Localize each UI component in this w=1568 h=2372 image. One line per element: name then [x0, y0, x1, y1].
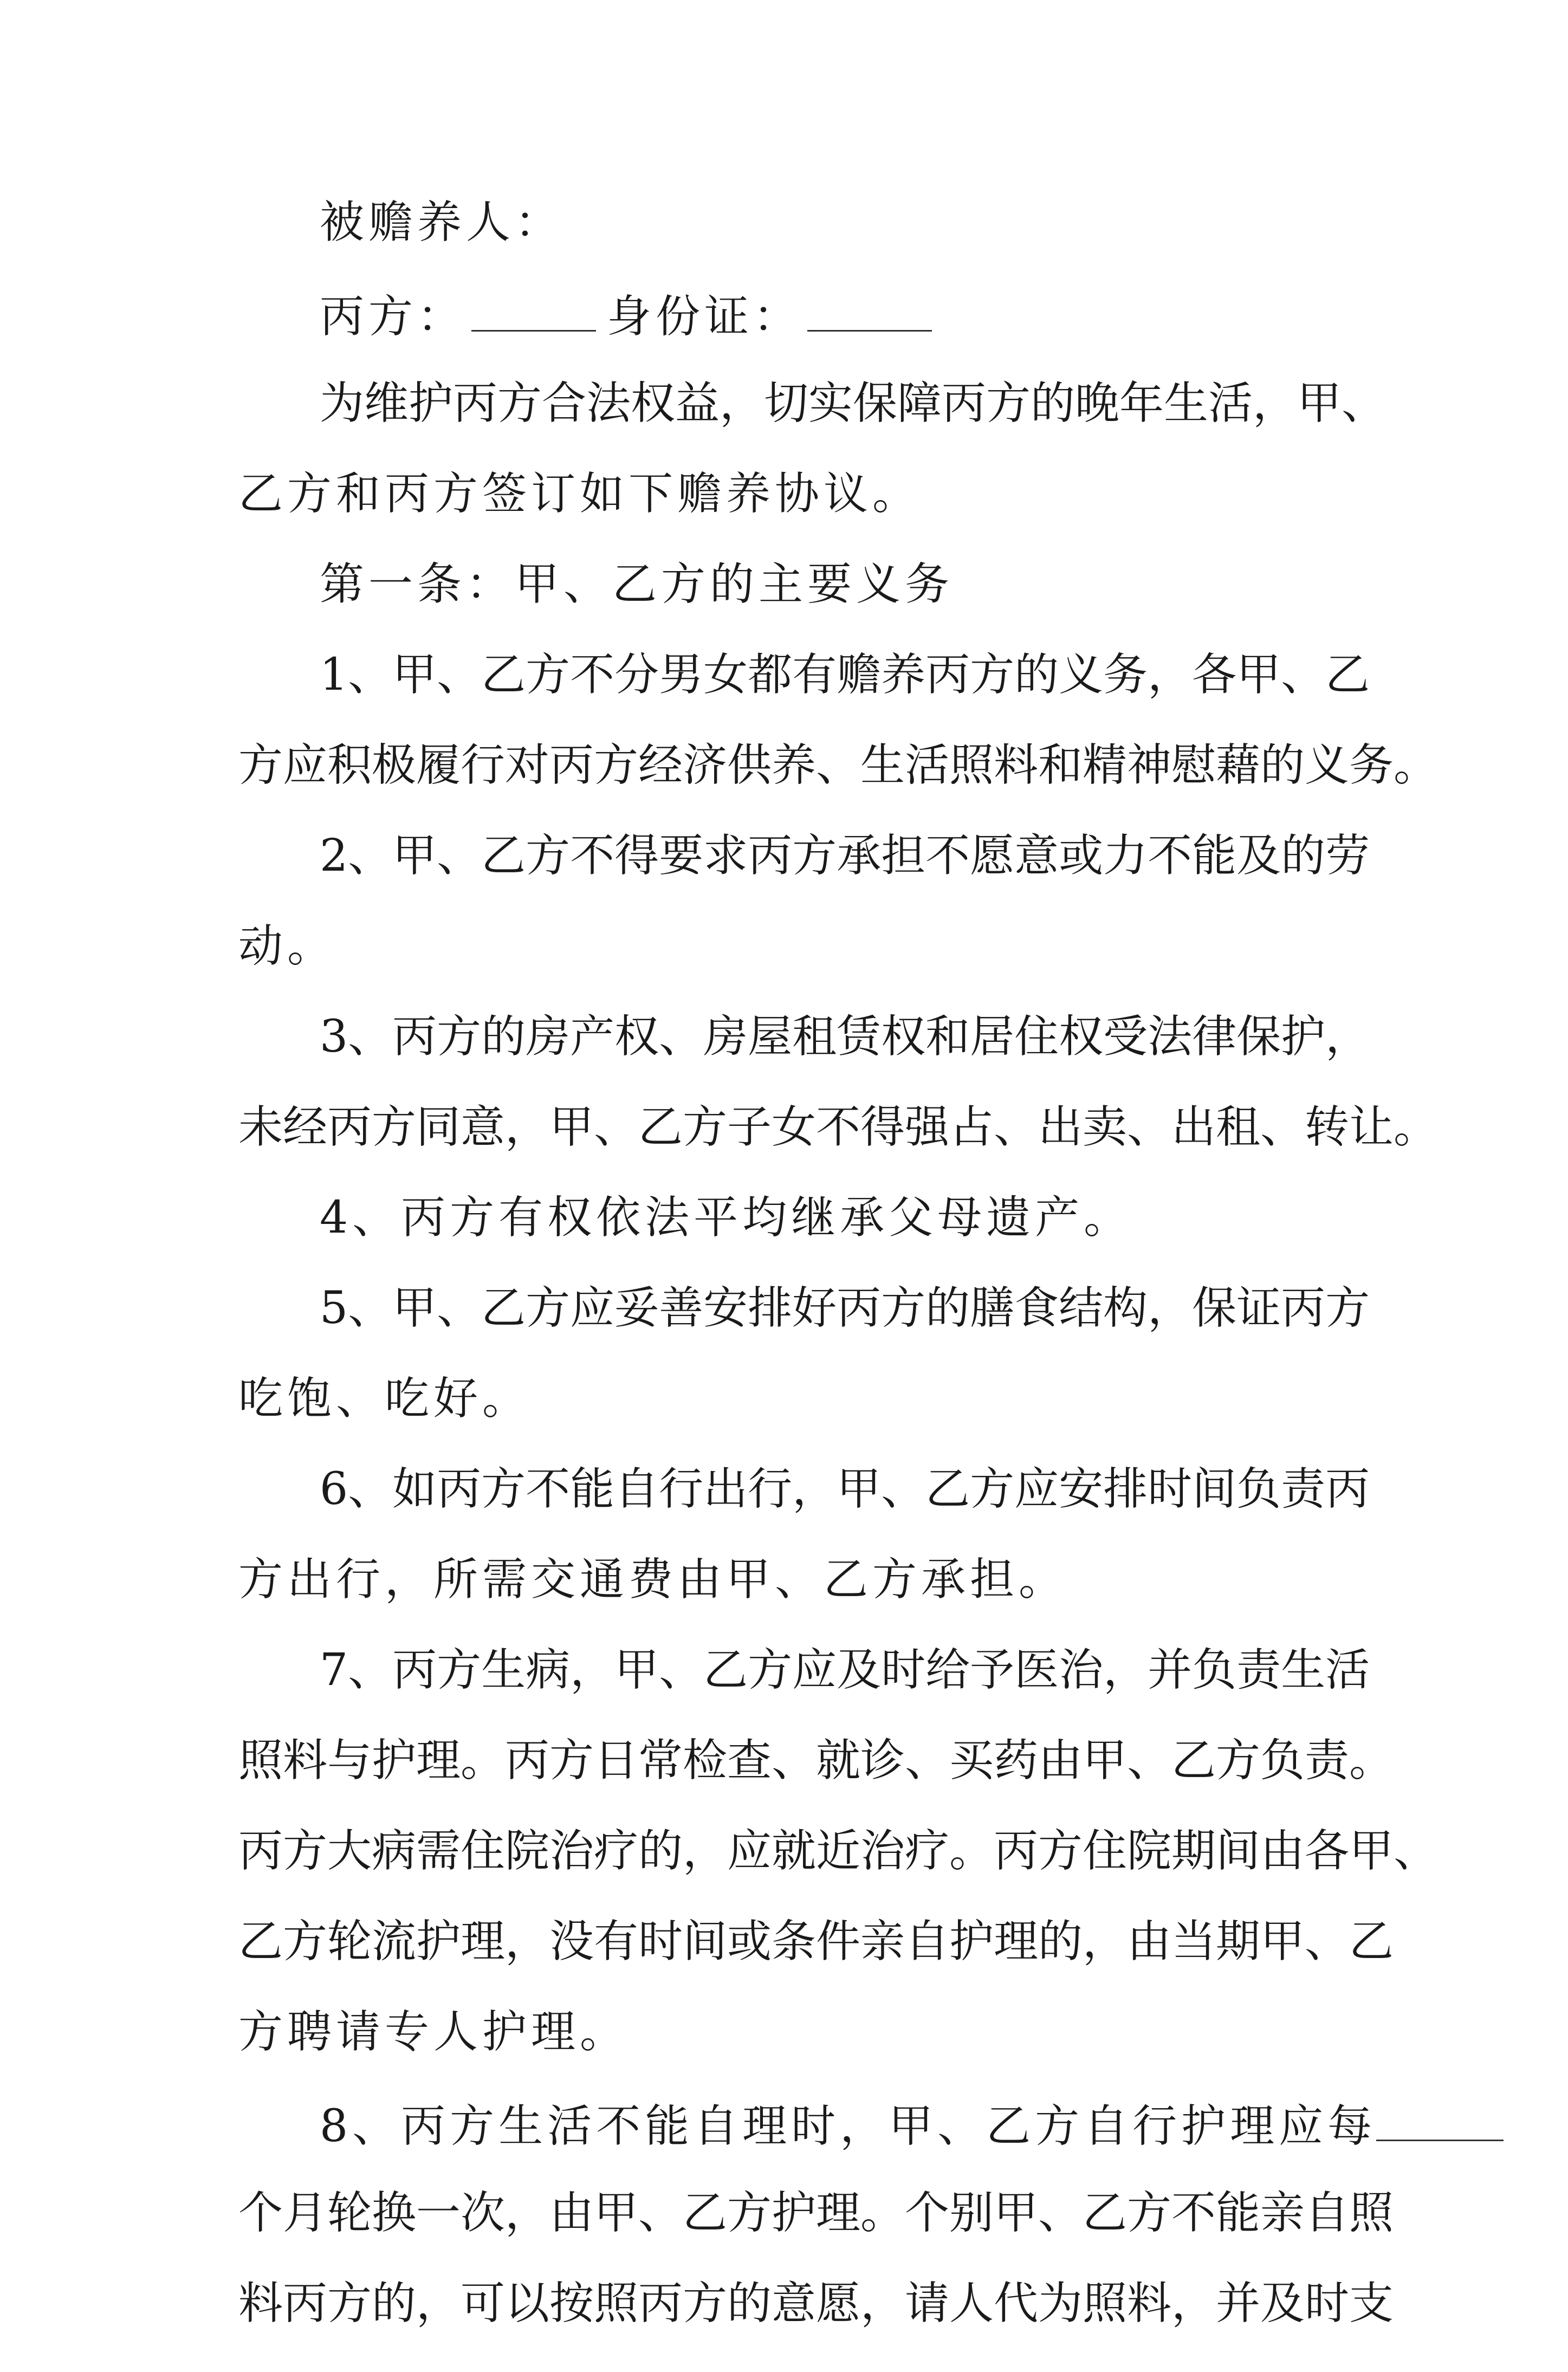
clause3-line-2: 未经丙方同意，甲、乙方子女不得强占、出卖、出租、转让。 — [238, 1101, 1439, 1153]
clause8-line-2: 个月轮换一次，由甲、乙方护理。个别甲、乙方不能亲自照 — [238, 2187, 1394, 2239]
party-c-label: 丙方： — [320, 291, 466, 342]
clause8-text: 8、丙方生活不能自理时，甲、乙方自行护理应每 — [320, 2101, 1377, 2152]
id-label: 身份证： — [607, 291, 802, 342]
article1-title: 第一条：甲、乙方的主要义务 — [320, 559, 954, 610]
clause3-line-1: 3、丙方的房产权、房屋租赁权和居住权受法律保护， — [320, 1011, 1370, 1062]
party-c-line — [238, 291, 1360, 342]
clause7-line-4: 乙方轮流护理，没有时间或条件亲自护理的，由当期甲、乙 — [238, 1916, 1394, 1967]
clause6-line-1: 6、如丙方不能自行出行，甲、乙方应安排时间负责丙 — [320, 1463, 1370, 1515]
clause5-line-2: 吃饱、吃好。 — [238, 1373, 532, 1424]
clause4-line-1: 4、丙方有权依法平均继承父母遗产。 — [320, 1192, 1133, 1243]
rotation-months-blank[interactable] — [1376, 2101, 1504, 2141]
preamble-line-2: 乙方和丙方签订如下赡养协议。 — [238, 468, 922, 520]
clause1-line-2: 方应积极履行对丙方经济供养、生活照料和精神慰藉的义务。 — [238, 740, 1439, 791]
party-c-name-blank[interactable] — [471, 291, 596, 332]
clause7-line-2: 照料与护理。丙方日常检查、就诊、买药由甲、乙方负责。 — [238, 1735, 1394, 1786]
clause7-line-1: 7、丙方生病，甲、乙方应及时给予医治，并负责生活 — [320, 1644, 1370, 1696]
heading-supported-person: 被赡养人： — [320, 197, 564, 248]
clause1-line-1: 1、甲、乙方不分男女都有赡养丙方的义务，各甲、乙 — [320, 649, 1370, 701]
clause5-line-1: 5、甲、乙方应妥善安排好丙方的膳食结构，保证丙方 — [320, 1282, 1370, 1334]
clause8-line-1 — [238, 2101, 1377, 2152]
preamble-line-1: 为维护丙方合法权益，切实保障丙方的晚年生活，甲、 — [320, 378, 1386, 429]
clause8-line-3: 料丙方的，可以按照丙方的意愿，请人代为照料，并及时支 — [238, 2278, 1394, 2329]
clause2-line-1: 2、甲、乙方不得要求丙方承担不愿意或力不能及的劳 — [320, 830, 1370, 882]
id-number-blank[interactable] — [807, 291, 932, 332]
clause2-line-2: 动。 — [238, 921, 336, 972]
document-page — [238, 197, 1439, 2372]
clause7-line-3: 丙方大病需住院治疗的，应就近治疗。丙方住院期间由各甲、 — [238, 1825, 1439, 1877]
clause6-line-2: 方出行，所需交通费由甲、乙方承担。 — [238, 1554, 1068, 1605]
clause7-line-5: 方聘请专人护理。 — [238, 2006, 629, 2058]
